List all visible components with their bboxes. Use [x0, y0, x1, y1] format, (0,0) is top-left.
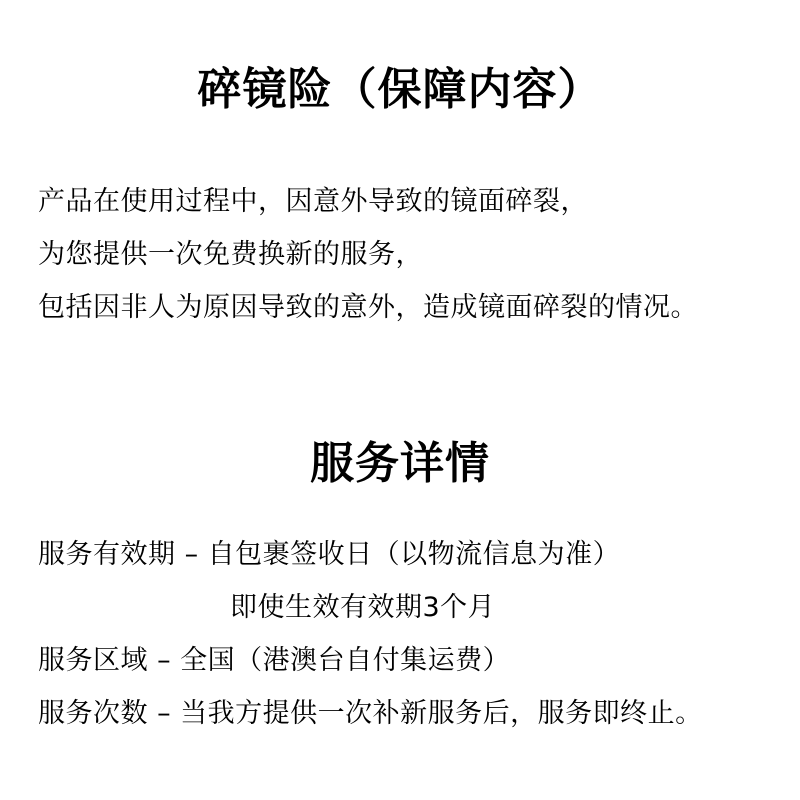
service-details-title: 服务详情 [310, 438, 490, 489]
validity-duration-line: 即使生效有效期3个月 [230, 592, 496, 623]
validity-period-line: 服务有效期 – 自包裹签收日（以物流信息为准） [38, 539, 621, 570]
service-count-line: 服务次数 – 当我方提供一次补新服务后，服务即终止。 [38, 698, 703, 729]
coverage-line-3: 包括因非人为原因导致的意外，造成镜面碎裂的情况。 [38, 292, 698, 323]
coverage-title: 碎镜险（保障内容） [197, 64, 603, 115]
coverage-line-2: 为您提供一次免费换新的服务， [38, 239, 423, 270]
service-area-line: 服务区域 – 全国（港澳台自付集运费） [38, 645, 511, 676]
coverage-line-1: 产品在使用过程中，因意外导致的镜面碎裂， [38, 186, 588, 217]
